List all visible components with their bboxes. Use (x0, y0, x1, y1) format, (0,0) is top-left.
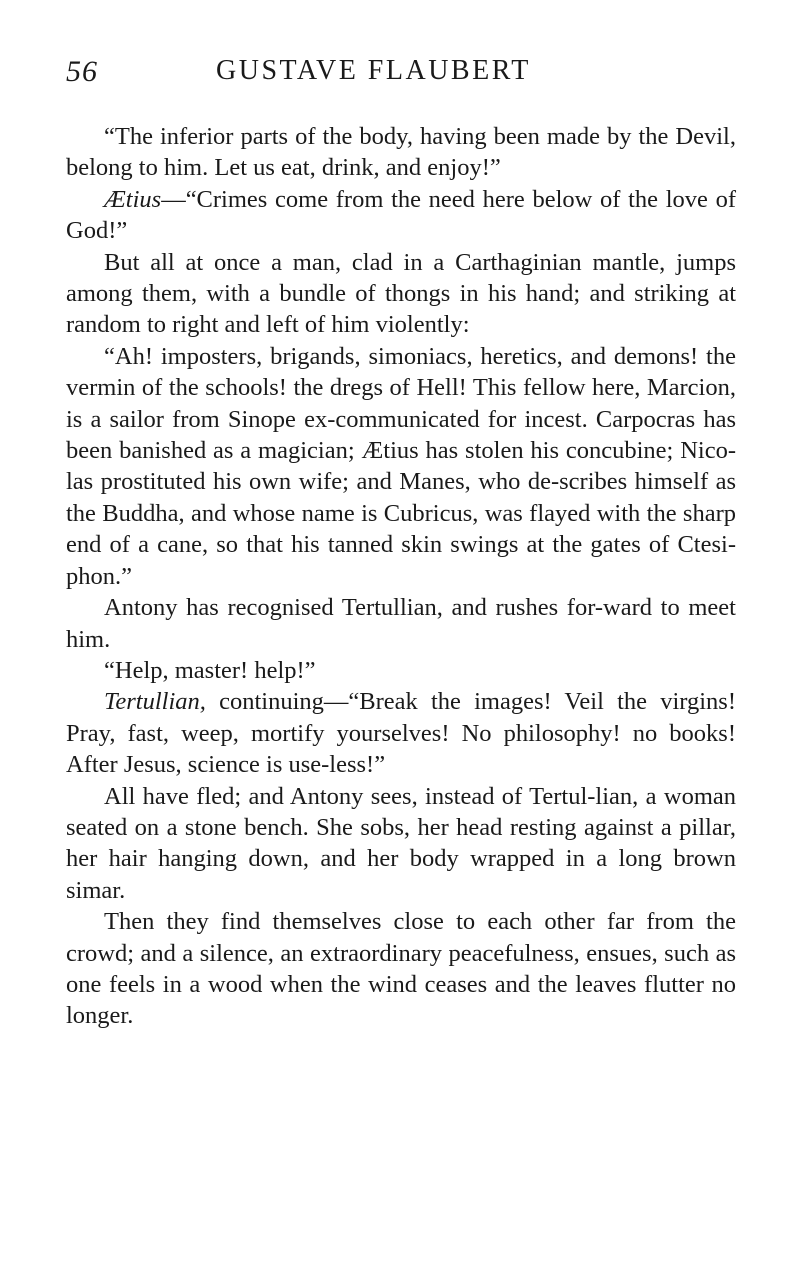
paragraph-text: “Help, master! help!” (104, 656, 316, 684)
paragraph (66, 655, 736, 686)
paragraph-text: All have fled; and Antony sees, instead of Tertul-lian, a woman seated on a stone bench. She sobs, her head resting against a pillar, her hair hanging down, and her body wrapped in a long brown simar. (66, 782, 736, 904)
paragraph-text: Antony has recognised Tertullian, and rushes for-ward to meet him. (66, 594, 736, 653)
paragraph (66, 592, 736, 655)
paragraph (66, 184, 736, 247)
paragraph (66, 247, 736, 341)
paragraph-text: continuing—“Break the images! Veil the virgins! Pray, fast, weep, mortify yourselves! No philosophy! no books! After Jesus, science is use-less!” (66, 688, 736, 779)
body-text (66, 121, 736, 1032)
paragraph (66, 686, 736, 780)
speaker-name: Tertullian, (104, 688, 206, 716)
paragraph-text: “Ah! imposters, brigands, simoniacs, heretics, and demons! the vermin of the schools! the dregs of Hell! This fellow here, Marcion, is a sailor from Sinope ex-communicated for incest. Carpocras has been banished as a magician; Ætius has stolen his concubine; Nico-las prostituted his own wife; and Manes, who de-scribes himself as the Buddha, and whose name is Cubricus, was flayed with the sharp end of a cane, so that his tanned skin swings at the gates of Ctesi-phon.” (66, 342, 736, 590)
paragraph (66, 906, 736, 1032)
page-header (66, 55, 736, 99)
page-number: 56 (66, 55, 98, 88)
paragraph-text: “The inferior parts of the body, having been made by the Devil, belong to him. Let us eat, drink, and enjoy!” (66, 123, 736, 182)
speaker-name: Ætius (104, 185, 162, 213)
paragraph (66, 341, 736, 592)
paragraph-text: Then they find themselves close to each other far from the crowd; and a silence, an extraordinary peacefulness, ensues, such as one feels in a wood when the wind ceases and the leaves flutter no longer. (66, 908, 736, 1030)
running-head: GUSTAVE FLAUBERT (216, 55, 531, 86)
paragraph-text: But all at once a man, clad in a Carthaginian mantle, jumps among them, with a bundle of thongs in his hand; and striking at random to right and left of him violently: (66, 248, 736, 339)
paragraph (66, 121, 736, 184)
paragraph (66, 781, 736, 907)
paragraph-text: —“Crimes come from the need here below of the love of God!” (66, 185, 736, 245)
